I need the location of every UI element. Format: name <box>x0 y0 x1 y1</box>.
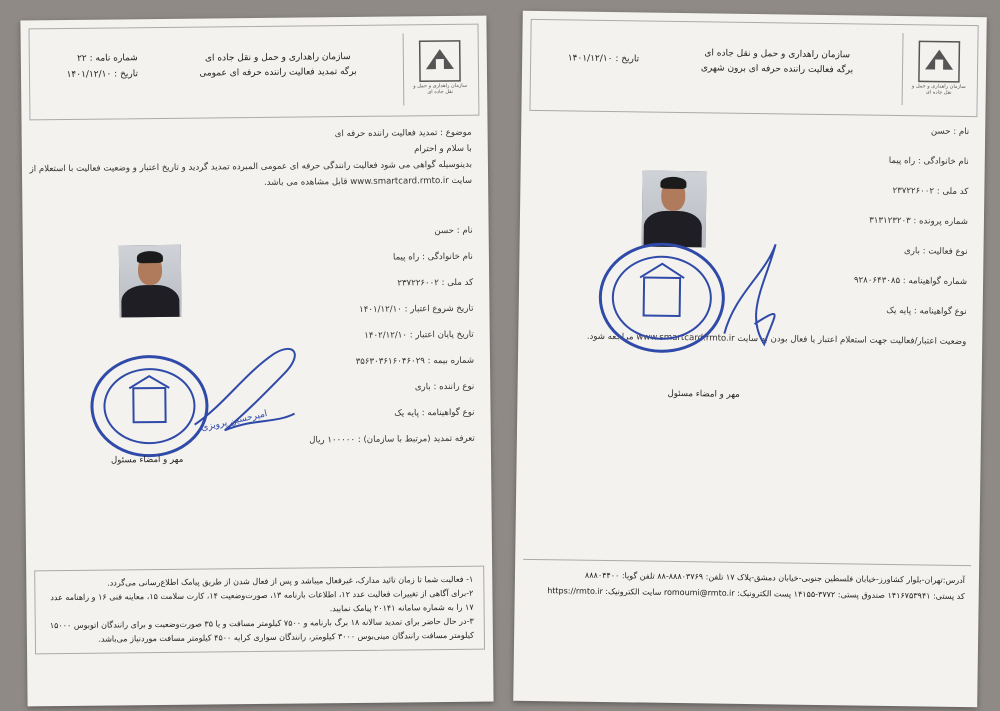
field-value: ۱۰۰۰۰۰ ریال <box>309 434 356 446</box>
left-notes <box>34 566 485 655</box>
field-row <box>273 252 473 264</box>
left-date-row: تاریخ : ۱۴۰۱/۱۲/۱۰ <box>66 69 139 80</box>
address-line: آدرس:تهران-بلوار کشاورز-خیابان فلسطین جنوبی-خیابان دمشق-پلاک ۱۷ تلفن: ۸۸۸۰۳۷۶۹-۸۸ تلفن گویا: ۸۸۸۰۴۴۰۰ <box>584 570 965 586</box>
field-value: پایه یک <box>886 305 912 317</box>
field-label: نوع راننده : <box>431 382 475 392</box>
letter-number-row: شماره نامه : ۲۲ <box>77 53 138 64</box>
field-label: تعرفه تمدید (مرتبط با سازمان) : <box>355 434 475 445</box>
right-header-meta <box>539 50 639 67</box>
field-label: تاریخ شروع اعتبار : <box>402 304 474 315</box>
field-row <box>273 226 473 238</box>
driver-photo-right <box>642 170 707 247</box>
note-line: ۱۷ را به شماره سامانه ۲۰۱۴۱ پیامک نمایید. <box>329 602 474 614</box>
letter-number-value: ۲۲ <box>77 53 87 64</box>
postal-line: کد پستی: ۱۴۱۶۷۵۳۹۴۱ صندوق پستی: ۳۷۷۲-۱۴۱۵۵ پست الکترونیک: romoumi@rmto.ir سایت الکترونیک: https://rmto.ir <box>547 586 965 602</box>
letter-number-label: شماره نامه <box>95 53 138 64</box>
field-value: راه پیما <box>888 155 916 167</box>
logo-caption: سازمان راهداری و حمل و نقل جاده ای <box>911 83 966 96</box>
field-value: راه پیما <box>392 252 420 263</box>
right-document-page <box>513 11 987 707</box>
note-line: ۳-در حال حاضر برای تمدید سالانه ۱۸ برگ بارنامه و ۷۵۰۰ کیلومتر مسافت و یا ۳۵ صورت‌وضعیت و برای رانندگان اتوبوس ۱۵۰۰۰ <box>49 616 474 631</box>
field-label: نوع گواهینامه : <box>419 408 475 419</box>
field-label: شماره بیمه : <box>425 356 474 367</box>
right-logo <box>902 33 970 106</box>
right-footer <box>529 567 965 605</box>
left-form-title: برگه تمدید فعالیت راننده حرفه ای عمومی <box>199 66 357 79</box>
signature-icon <box>704 233 796 354</box>
logo-caption: سازمان راهداری و حمل و نقل جاده ای <box>413 82 468 96</box>
field-label: تاریخ پایان اعتبار : <box>407 330 474 341</box>
paragraph-line-2: سایت www.smartcard.rmto.ir قابل مشاهده می باشد. <box>263 175 473 188</box>
field-value: ۲۳۷۲۲۶۰۰۲ <box>397 278 439 289</box>
rmto-logo-icon <box>917 39 962 84</box>
field-label: نوع فعالیت : <box>920 246 968 257</box>
field-value: باری <box>414 382 431 393</box>
field-value: ۳۵۶۳۰۳۶۱۶۰۴۶۰۲۹ <box>355 356 425 367</box>
field-label: نام : <box>950 127 969 137</box>
field-label: نام خانوادگی : <box>419 252 473 263</box>
field-row <box>273 278 473 290</box>
field-value: حسن <box>930 126 951 137</box>
field-value: باری <box>903 246 921 257</box>
field-value: ۲۳۷۲۲۶۰۰۲ <box>892 185 935 197</box>
paragraph-line-1: بدینوسیله گواهی می شود فعالیت رانندگی حرفه ای عمومی المبرده تمدید گردید و تاریخ اعتبار و وضعیت فعالیت با استعلام از <box>29 159 473 175</box>
driver-photo-left <box>119 245 182 318</box>
right-date-value: ۱۴۰۱/۱۲/۱۰ <box>567 53 613 65</box>
left-seal-caption: مهر و امضاء مسئول <box>110 454 184 466</box>
field-label: کد ملی : <box>934 187 968 197</box>
field-value: حسن <box>434 225 454 237</box>
field-value: ۱۴۰۲/۱۲/۱۰ <box>364 330 408 341</box>
field-label: کد ملی : <box>439 278 473 288</box>
field-row <box>537 151 969 167</box>
signature-text: امیرحسین پرویزی <box>200 409 269 434</box>
left-letter-body <box>29 127 473 191</box>
right-date-row: تاریخ : ۱۴۰۱/۱۲/۱۰ <box>567 53 640 65</box>
field-value: پایه یک <box>394 408 420 419</box>
field-row <box>537 121 969 137</box>
field-value: ۹۲۸۰۶۴۳۰۸۵ <box>853 275 901 287</box>
field-label: نام : <box>454 226 473 236</box>
left-header-meta <box>38 50 138 83</box>
field-row <box>273 304 473 316</box>
left-logo <box>403 33 471 106</box>
left-date-value: ۱۴۰۱/۱۲/۱۰ <box>66 69 112 80</box>
field-label: شماره گواهینامه : <box>900 276 967 287</box>
note-line: ۲-برای آگاهی از تغییرات فعالیت عدد ۱۲، اطلاعات بارنامه ۱۳، صورت‌وضعیت ۱۴، کارت سلامت ۱۵، معاینه فنی ۱۶ و راهنامه عدد <box>50 588 474 603</box>
left-document-page <box>20 16 493 707</box>
right-date-label: تاریخ <box>621 54 640 65</box>
right-seal-caption: مهر و امضاء مسئول <box>667 388 740 400</box>
subject-line: موضوع : تمدید فعالیت راننده حرفه ای <box>334 127 472 140</box>
right-org-block <box>657 46 897 79</box>
field-value: ۳۱۳۱۲۳۲۰۳ <box>869 215 911 227</box>
field-value: ۱۴۰۱/۱۲/۱۰ <box>359 304 402 315</box>
right-form-title: برگه فعالیت راننده حرفه ای برون شهری <box>700 63 854 76</box>
left-org-title: سازمان راهداری و حمل و نقل جاده ای <box>204 52 351 64</box>
left-org-block <box>158 50 398 83</box>
right-org-title: سازمان راهداری و حمل و نقل جاده ای <box>704 48 851 61</box>
field-label: نوع گواهینامه : <box>911 306 967 317</box>
note-line: کیلومتر مسافت رانندگان مینی‌بوس ۳۰۰۰ کیلومتر، رانندگان سواری کرایه ۴۵۰۰ کیلومتر مسافت موردنیاز می‌باشد. <box>98 630 474 644</box>
note-line: ۱- فعالیت شما تا زمان تائید مدارک، غیرفعال میباشد و پس از فعال شدن از طریق پیامک اطلاع‌رسانی می‌گردد. <box>107 574 474 588</box>
right-header <box>529 19 978 117</box>
field-label: شماره پرونده : <box>911 216 968 227</box>
left-header <box>29 24 480 121</box>
footer-divider <box>523 559 971 566</box>
left-date-label: تاریخ <box>120 69 139 80</box>
rmto-logo-icon <box>418 39 462 83</box>
field-row <box>536 181 968 197</box>
field-row <box>536 211 968 227</box>
status-line: وضعیت اعتبار/فعالیت جهت استعلام اعتبار یا فعال بودن به سایت www.smartcard.rmto.ir مراجعه شود. <box>586 331 967 348</box>
greeting-line: با سلام و احترام <box>413 143 472 155</box>
field-label: نام خانوادگی : <box>915 156 969 167</box>
